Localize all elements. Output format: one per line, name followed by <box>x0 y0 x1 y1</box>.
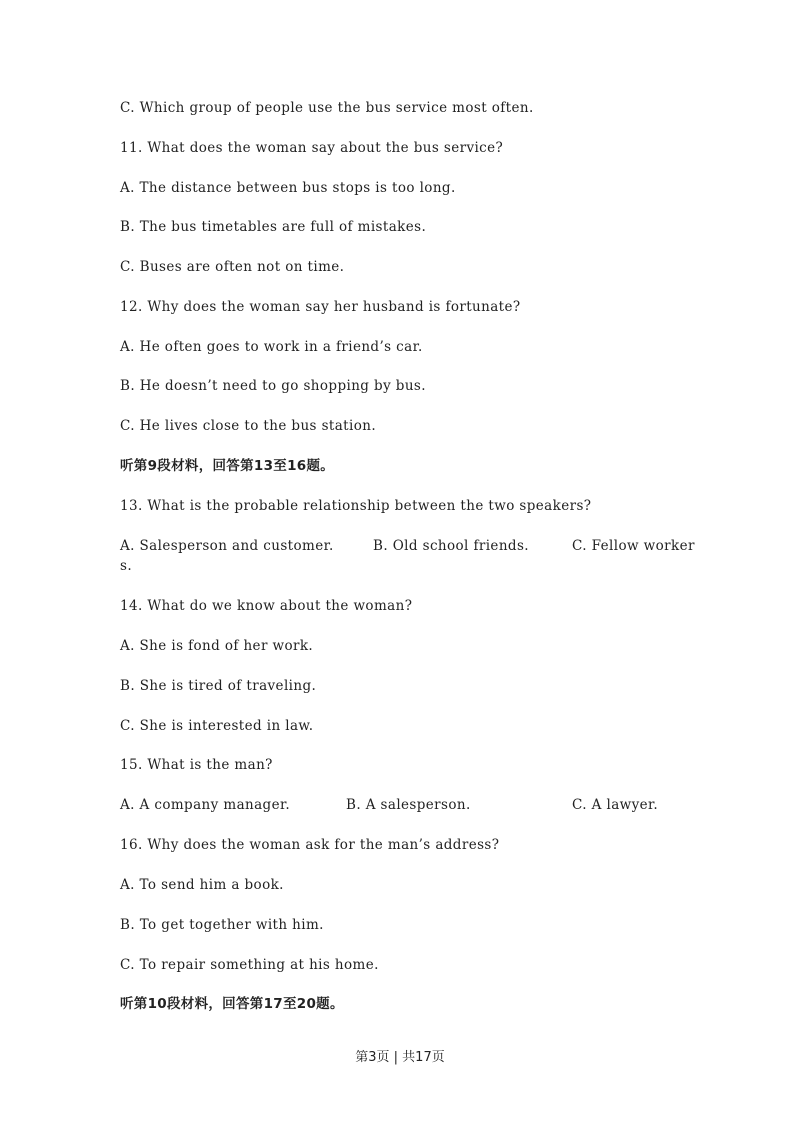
option-16b: B. To get together with him. <box>120 917 324 933</box>
option-14a: A. She is fond of her work. <box>120 638 314 654</box>
option-12c: C. He lives close to the bus station. <box>120 418 377 434</box>
option-15c: C. A lawyer. <box>572 797 659 813</box>
option-13a: A. Salesperson and customer. <box>120 538 334 554</box>
option-16a: A. To send him a book. <box>120 877 284 893</box>
option-11b: B. The bus timetables are full of mistakes. <box>120 219 427 235</box>
option-13b: B. Old school friends. <box>373 538 529 554</box>
option-15b: B. A salesperson. <box>346 797 471 813</box>
option-13c: C. Fellow worker <box>572 538 695 554</box>
question-15: 15. What is the man? <box>120 757 273 773</box>
option-16c: C. To repair something at his home. <box>120 957 379 973</box>
option-15a: A. A company manager. <box>120 797 291 813</box>
option-14c: C. She is interested in law. <box>120 718 314 734</box>
section-heading-10: 听第10段材料，回答第17至20题。 <box>120 996 344 1012</box>
option-12a: A. He often goes to work in a friend’s car. <box>120 339 423 355</box>
question-13: 13. What is the probable relationship between the two speakers? <box>120 498 592 514</box>
question-14: 14. What do we know about the woman? <box>120 598 413 614</box>
option-10c: C. Which group of people use the bus service most often. <box>120 100 534 116</box>
question-16: 16. Why does the woman ask for the man’s address? <box>120 837 500 853</box>
option-14b: B. She is tired of traveling. <box>120 678 317 694</box>
option-13c-wrap: s. <box>120 558 133 574</box>
question-11: 11. What does the woman say about the bus service? <box>120 140 504 156</box>
option-11a: A. The distance between bus stops is too long. <box>120 180 456 196</box>
section-heading-9: 听第9段材料，回答第13至16题。 <box>120 458 335 474</box>
option-11c: C. Buses are often not on time. <box>120 259 345 275</box>
page-number-footer: 第3页 | 共17页 <box>355 1050 445 1065</box>
question-12: 12. Why does the woman say her husband is fortunate? <box>120 299 521 315</box>
option-12b: B. He doesn’t need to go shopping by bus. <box>120 378 426 394</box>
